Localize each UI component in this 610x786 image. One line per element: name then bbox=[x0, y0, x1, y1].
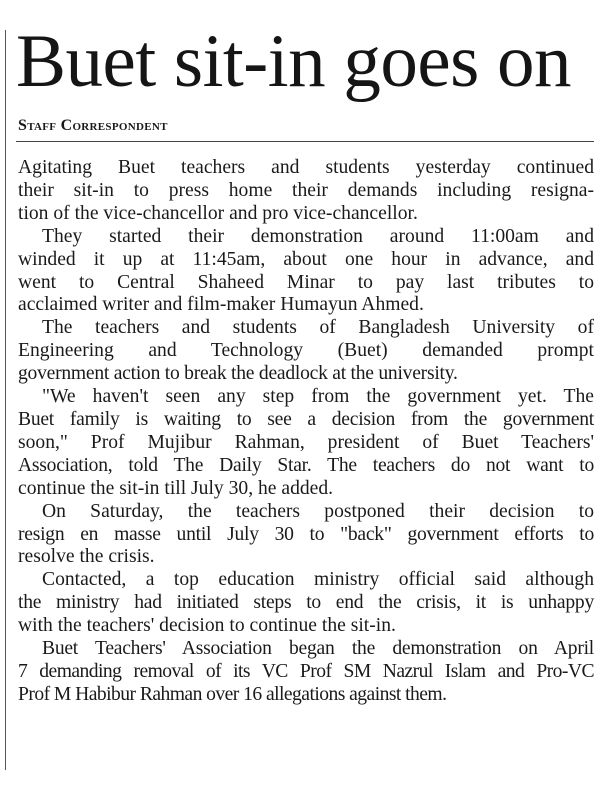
text-line: their sit-in to press home their demands including resigna- bbox=[18, 179, 594, 201]
paragraph-1 bbox=[18, 157, 594, 226]
paragraph-2 bbox=[18, 226, 594, 318]
text-line: Prof M Habibur Rahman over 16 allegations against them. bbox=[18, 683, 447, 705]
text-line: government action to break the deadlock at the university. bbox=[18, 363, 458, 385]
article-body bbox=[18, 157, 594, 707]
text-line: Buet Teachers' Association began the demonstration on April bbox=[42, 638, 594, 660]
text-line: Buet family is waiting to see a decision from the government bbox=[18, 408, 594, 430]
text-line: resolve the crisis. bbox=[18, 546, 155, 568]
text-line: continue the sit-in till July 30, he added. bbox=[18, 477, 334, 499]
text-line: The teachers and students of Bangladesh University of bbox=[42, 317, 594, 339]
text-line: soon," Prof Mujibur Rahman, president of Buet Teachers' bbox=[18, 431, 594, 453]
text-line: On Saturday, the teachers postponed their decision to bbox=[42, 500, 594, 522]
text-line: tion of the vice-chancellor and pro vice-chancellor. bbox=[18, 202, 418, 224]
text-line: went to Central Shaheed Minar to pay last tributes to bbox=[18, 271, 594, 293]
paragraph-4 bbox=[18, 386, 594, 501]
paragraph-5 bbox=[18, 501, 594, 570]
text-line: "We haven't seen any step from the government yet. The bbox=[42, 386, 594, 408]
text-line: Contacted, a top education ministry official said although bbox=[42, 569, 594, 591]
paragraph-6 bbox=[18, 569, 594, 638]
paragraph-3 bbox=[18, 317, 594, 386]
text-line: Association, told The Daily Star. The teachers do not want to bbox=[18, 454, 594, 476]
column-rule bbox=[5, 30, 6, 770]
text-line: with the teachers' decision to continue the sit-in. bbox=[18, 615, 396, 637]
text-line: the ministry had initiated steps to end the crisis, it is unhappy bbox=[18, 592, 594, 614]
byline: Staff Correspondent bbox=[18, 117, 168, 134]
text-line: acclaimed writer and film-maker Humayun Ahmed. bbox=[18, 294, 424, 316]
text-line: Engineering and Technology (Buet) demanded prompt bbox=[18, 340, 594, 362]
text-line: They started their demonstration around 11:00am and bbox=[42, 225, 594, 247]
byline-divider bbox=[16, 141, 594, 142]
text-line: Agitating Buet teachers and students yesterday continued bbox=[18, 157, 594, 178]
paragraph-7 bbox=[18, 638, 594, 707]
text-line: 7 demanding removal of its VC Prof SM Nazrul Islam and Pro-VC bbox=[18, 660, 594, 682]
text-line: winded it up at 11:45am, about one hour in advance, and bbox=[18, 248, 594, 270]
headline: Buet sit-in goes on bbox=[16, 20, 572, 103]
text-line: resign en masse until July 30 to "back" government efforts to bbox=[18, 523, 594, 545]
